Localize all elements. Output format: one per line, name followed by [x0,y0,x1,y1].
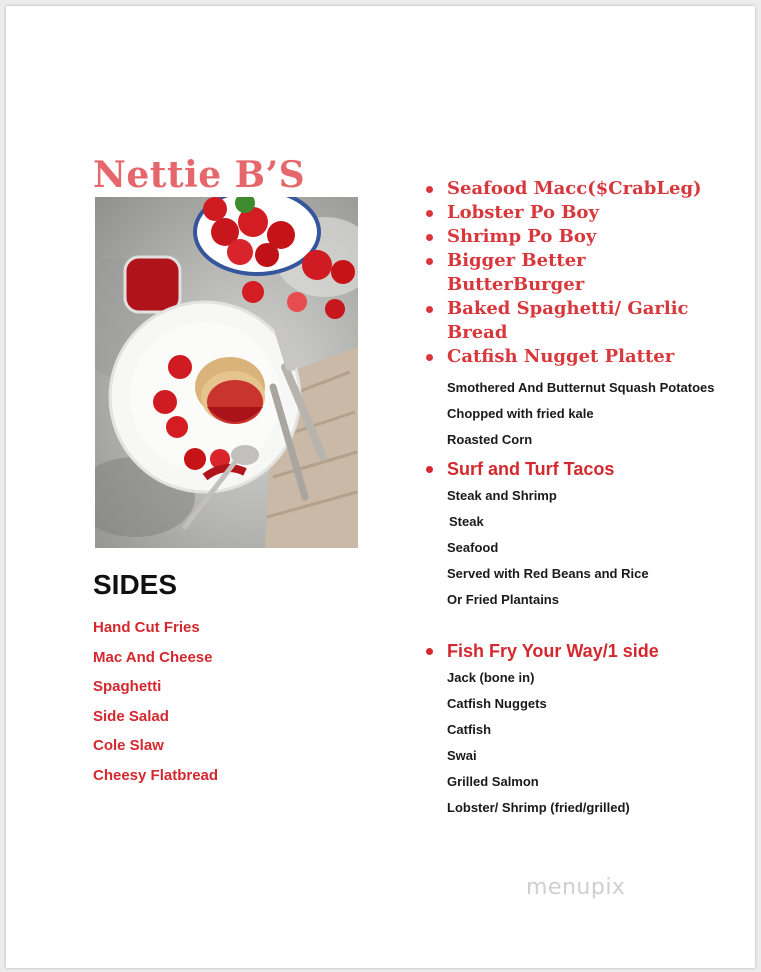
list-item: Grilled Salmon [447,774,539,789]
side-item: Mac And Cheese [93,648,213,666]
menu-item-label: Catfish Nugget Platter [447,346,675,367]
restaurant-title: Nettie B’S [93,154,306,196]
menu-item-seafood-macc [421,177,721,201]
list-item: Catfish Nuggets [447,696,547,711]
side-item: Cole Slaw [93,737,164,754]
list-item: Steak and Shrimp [447,488,557,503]
list-item: Jack (bone in) [447,670,535,685]
tacos-list [421,487,721,609]
menu-item-label: Fish Fry Your Way/1 side [447,641,659,661]
menu-item-label: Bigger Better ButterBurger [447,250,586,295]
fish-fry-heading [421,639,721,663]
menu-item-baked-spaghetti [421,297,721,345]
list-item: Steak [449,514,484,529]
list-item: Served with Red Beans and Rice [447,566,649,581]
list-item: Seafood [447,540,499,555]
menu-item-label: Seafood Macc($CrabLeg) [447,178,702,199]
bullet-icon [426,210,433,217]
tacos-heading [421,457,721,481]
sides-list [93,618,218,795]
list-item: Chopped with fried kale [447,406,594,421]
list-item: Lobster/ Shrimp (fried/grilled) [447,800,630,815]
list-item: Swai [447,748,477,763]
hero-photo [95,197,358,548]
list-item: Roasted Corn [447,432,533,447]
side-item: Hand Cut Fries [93,619,200,636]
catfish-sides-list [421,379,721,449]
side-item: Spaghetti [93,678,162,695]
menu-item-lobster-po-boy [421,201,721,225]
menu-item-label: Lobster Po Boy [447,202,599,223]
fish-fry-list [421,669,721,817]
bullet-icon [426,648,433,655]
bullet-icon [426,306,433,313]
sides-heading: SIDES [93,569,178,600]
side-item: Side Salad [93,707,169,725]
list-item: Or Fried Plantains [447,592,559,607]
bullet-icon [426,466,433,473]
bullet-icon [426,258,433,265]
menu-page [6,6,755,968]
pancake-plate-illustration [95,197,358,548]
menu-item-shrimp-po-boy [421,225,721,249]
bullet-icon [426,354,433,361]
menu-item-catfish-nugget-platter [421,345,721,369]
menu-item-label: Baked Spaghetti/ Garlic Bread [447,298,689,343]
list-item: Catfish [447,722,492,737]
side-item: Cheesy Flatbread [93,766,219,784]
menu-item-label: Shrimp Po Boy [447,226,597,247]
bullet-icon [426,234,433,241]
menu-item-butterburger [421,249,721,297]
bullet-icon [426,186,433,193]
right-column [421,177,721,825]
list-item: Smothered And Butternut Squash Potatoes [447,380,715,395]
menupix-watermark: menupix [526,875,626,900]
menu-item-label: Surf and Turf Tacos [447,459,615,479]
